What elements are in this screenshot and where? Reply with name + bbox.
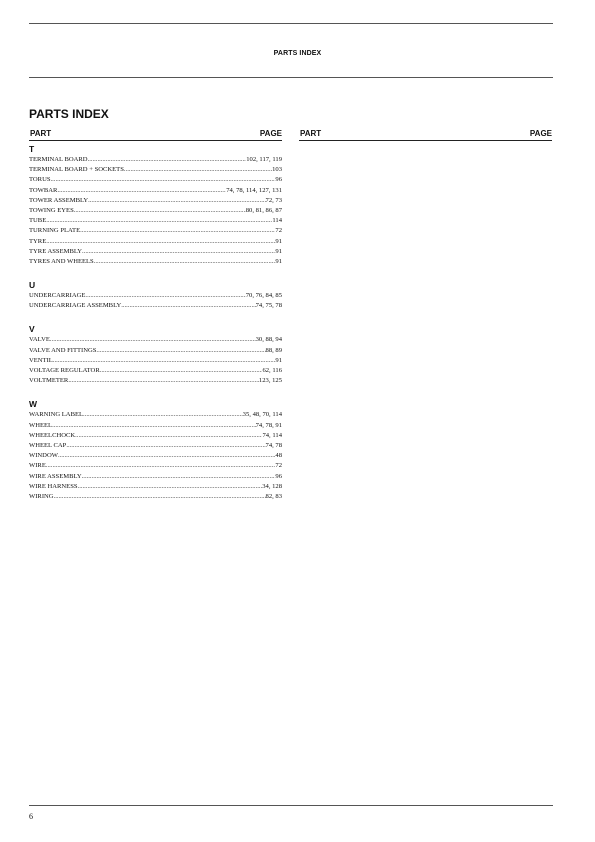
index-entry <box>29 196 282 206</box>
index-entry <box>29 421 282 431</box>
page-column-label: PAGE <box>529 129 552 138</box>
page-references: 91 <box>275 237 282 245</box>
index-entry <box>29 155 282 165</box>
index-entry <box>29 346 282 356</box>
page-title: PARTS INDEX <box>29 107 109 121</box>
dot-leader <box>53 356 276 366</box>
dot-leader <box>82 472 276 482</box>
page-references: 103 <box>272 166 282 174</box>
page-references: 72 <box>275 462 282 470</box>
page-references: 74, 78 <box>265 441 282 449</box>
part-name: TERMINAL BOARD <box>29 156 88 163</box>
index-entry <box>29 206 282 216</box>
dot-leader <box>66 441 265 451</box>
dot-leader <box>88 196 265 206</box>
index-entry <box>29 410 282 420</box>
footer-rule <box>29 805 553 806</box>
dot-leader <box>83 410 243 420</box>
part-name: WIRING <box>29 492 54 500</box>
page-references: 72 <box>275 227 282 235</box>
index-entry <box>29 175 282 185</box>
dot-leader <box>78 482 263 492</box>
parts-index-list <box>29 144 282 515</box>
index-entry <box>29 431 282 441</box>
part-name: TURNING PLATE <box>29 227 81 235</box>
page-references: 123, 125 <box>258 377 282 385</box>
dot-leader <box>46 237 275 247</box>
dot-leader <box>121 301 255 311</box>
part-name: UNDERCARRIAGE ASSEMBLY <box>29 302 122 310</box>
dot-leader <box>68 376 259 386</box>
page-references: 74, 75, 78 <box>255 302 282 310</box>
part-name: WARNING LABEL <box>29 411 84 419</box>
index-entry <box>29 335 282 345</box>
dot-leader <box>94 257 276 267</box>
header-top-rule <box>29 23 553 24</box>
part-name: VOLTAGE REGULATOR <box>29 367 100 374</box>
part-name: VALVE <box>29 336 50 344</box>
dot-leader <box>46 461 276 471</box>
index-entry <box>29 376 282 386</box>
index-group <box>29 324 282 386</box>
index-entry <box>29 291 282 301</box>
part-name: WIRE HARNESS <box>29 482 78 490</box>
page-references: 96 <box>275 472 282 480</box>
index-entry <box>29 356 282 366</box>
part-name: TUBE <box>29 217 47 225</box>
part-column-label: PART <box>300 129 322 138</box>
index-entry <box>29 226 282 236</box>
running-header-title: PARTS INDEX <box>273 50 322 57</box>
part-name: VENTIL <box>29 356 53 364</box>
index-group-letter: V <box>29 324 35 335</box>
index-entry <box>29 441 282 451</box>
index-group <box>29 399 282 502</box>
part-name: WIRE <box>29 462 46 470</box>
dot-leader <box>80 226 275 236</box>
part-name: VOLTMETER <box>29 377 69 385</box>
page-references: 74, 78, 91 <box>255 421 282 429</box>
part-name: TORUS <box>29 176 51 184</box>
part-name: TOWING EYES <box>29 206 74 214</box>
part-name: WHEEL <box>29 421 53 429</box>
page-references: 70, 76, 84, 85 <box>245 292 282 300</box>
page-references: 91 <box>275 257 282 265</box>
part-name: VALVE AND FITTINGS <box>29 346 97 354</box>
part-column-label: PART <box>30 129 52 138</box>
dot-leader <box>75 431 262 441</box>
dot-leader <box>50 335 256 345</box>
dot-leader <box>100 366 263 376</box>
column-header-right <box>299 129 552 141</box>
part-name: TOWER ASSEMBLY <box>29 196 89 204</box>
page-references: 35, 48, 70, 114 <box>242 411 282 419</box>
page-references: 72, 73 <box>265 196 282 204</box>
page-column-label: PAGE <box>259 129 282 138</box>
dot-leader <box>58 451 275 461</box>
dot-leader <box>51 175 276 185</box>
index-group-letter: T <box>29 144 35 154</box>
page-references: 30, 88, 94 <box>255 336 282 344</box>
part-name: WIRE ASSEMBLY <box>29 472 82 480</box>
page-references: 82, 83 <box>265 492 282 500</box>
page-references: 91 <box>275 247 282 255</box>
part-name: WINDOW <box>29 452 58 460</box>
index-entry <box>29 366 282 376</box>
dot-leader <box>88 155 247 165</box>
part-name: TYRE <box>29 237 47 245</box>
page-references: 80, 81, 86, 87 <box>245 206 282 214</box>
part-name: WHEELCHOCK <box>29 431 76 439</box>
page-number: 6 <box>29 812 33 821</box>
index-entry <box>29 216 282 226</box>
part-name: WHEEL CAP <box>29 441 67 449</box>
index-entry <box>29 482 282 492</box>
page-references: 62, 116 <box>262 367 282 374</box>
dot-leader <box>52 421 256 431</box>
dot-leader <box>46 216 272 226</box>
index-entry <box>29 472 282 482</box>
dot-leader <box>57 186 226 196</box>
page-references: 114 <box>272 217 282 225</box>
dot-leader <box>74 206 246 216</box>
part-name: TOWBAR <box>29 186 58 194</box>
index-entry <box>29 301 282 311</box>
index-entry <box>29 247 282 257</box>
part-name: TYRE ASSEMBLY <box>29 247 83 255</box>
index-entry <box>29 237 282 247</box>
index-entry <box>29 257 282 267</box>
index-group-letter: W <box>29 399 38 410</box>
page-references: 74, 78, 114, 127, 131 <box>226 186 282 194</box>
index-group <box>29 280 282 311</box>
part-name: TYRES AND WHEELS <box>29 257 94 265</box>
dot-leader <box>54 492 266 502</box>
part-name: TERMINAL BOARD + SOCKETS <box>29 166 124 174</box>
header-bottom-rule <box>29 77 553 78</box>
dot-leader <box>124 165 272 175</box>
index-entry <box>29 461 282 471</box>
dot-leader <box>85 291 245 301</box>
dot-leader <box>82 247 275 257</box>
page-references: 91 <box>275 356 282 364</box>
page-references: 74, 114 <box>262 431 282 439</box>
page-references: 48 <box>275 452 282 460</box>
index-entry <box>29 186 282 196</box>
index-group-letter: U <box>29 280 36 291</box>
index-entry <box>29 492 282 502</box>
dot-leader <box>96 346 265 356</box>
index-entry <box>29 451 282 461</box>
page-references: 88, 89 <box>265 346 282 354</box>
page-references: 102, 117, 119 <box>246 156 282 163</box>
index-group <box>29 144 282 267</box>
page-references: 34, 128 <box>262 482 282 490</box>
part-name: UNDERCARRIAGE <box>29 292 86 300</box>
page-references: 96 <box>275 176 282 184</box>
column-header-left <box>29 129 282 141</box>
index-entry <box>29 165 282 175</box>
